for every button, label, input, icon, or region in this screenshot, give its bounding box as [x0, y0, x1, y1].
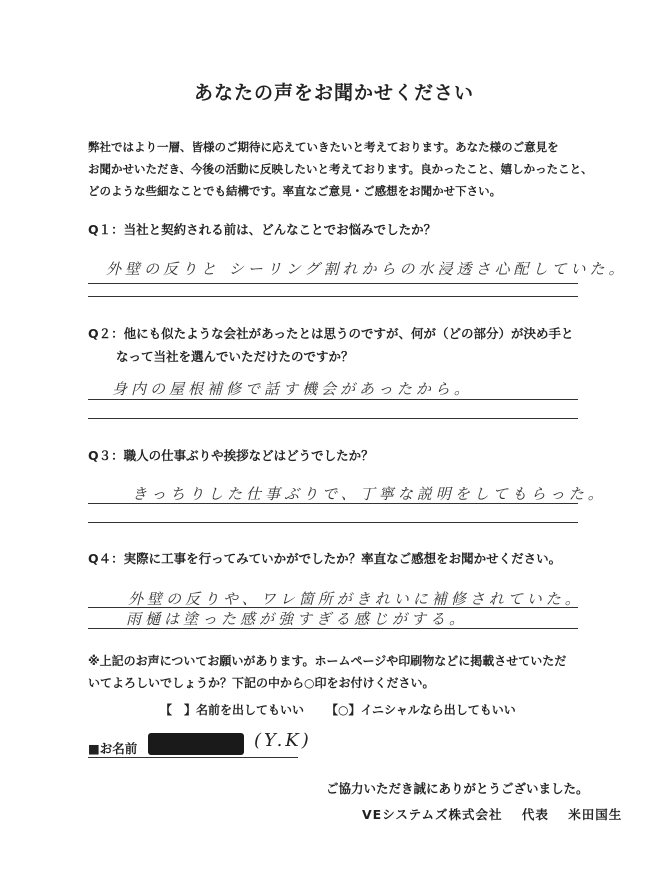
company-person: 米田国生: [568, 807, 623, 822]
thanks-text: ご協力いただき誠にありがとうございました。: [326, 781, 589, 796]
question-1: [88, 218, 436, 241]
answer-line: [88, 522, 578, 523]
consent-note: [88, 650, 566, 694]
name-label: ■お名前: [88, 741, 138, 756]
answer-line: [88, 283, 578, 284]
question-2: [88, 322, 574, 368]
question-text: Q３：職人の仕事ぶりや挨拶などはどうでしたか？: [88, 448, 374, 463]
option-full-name[interactable]: 【 】名前を出してもいい: [160, 703, 305, 717]
company-signature: [362, 805, 636, 823]
handwritten-answer: 雨樋は塗った感が強すぎる感じがする。: [126, 610, 469, 628]
question-text: Q２：他にも似たような会社があったとは思うのですが、何が（どの部分）が決め手と: [88, 326, 574, 341]
handwritten-answer: 外壁の反りや、ワレ箇所がきれいに補修されていた。: [128, 590, 584, 608]
question-text-continued: なって当社を選んでいただけたのですか？: [116, 349, 354, 364]
page-title: あなたの声をお聞かせください: [193, 82, 474, 104]
answer-line: [88, 418, 578, 419]
question-text: Q１：当社と契約される前は、どんなことでお悩みでしたか？: [88, 222, 437, 237]
intro-line: どのような些細なことでも結構です。率直なご意見・ご感想をお聞かせ下さい。: [88, 184, 502, 198]
handwritten-answer: きっちりした仕事ぶりで、丁寧な説明をしてもらった。: [132, 485, 607, 503]
answer-line: [88, 399, 578, 400]
note-line: ※上記のお声についてお願いがあります。ホームページや印刷物などに掲載させていただ: [88, 654, 567, 668]
intro-line: 弊社ではより一層、皆様のご期待に応えていきたいと考えております。あなた様のご意見を: [88, 140, 559, 154]
note-line: いてよろしいでしょうか？下記の中から○印をお付けください。: [88, 676, 435, 690]
question-3: [88, 444, 374, 467]
name-line: [88, 757, 298, 758]
option-initials[interactable]: 【○】イニシャルなら出してもいい: [326, 703, 516, 717]
question-text: Q４：実際に工事を行ってみていかがでしたか？率直なご感想をお聞かせください。: [88, 551, 562, 566]
company-role: 代表: [521, 807, 549, 822]
handwritten-answer: 外壁の反りと シーリング割れからの水浸透さ心配していた。: [106, 260, 628, 278]
company-name: VEシステムズ株式会社: [362, 807, 503, 822]
name-initials: (Y.K): [254, 730, 312, 751]
question-4: [88, 547, 561, 570]
intro-line: お聞かせいただき、今後の活動に反映したいと考えております。良かったこと、嬉しかったこと、: [88, 162, 593, 176]
answer-line: [88, 296, 578, 297]
intro-text: [88, 136, 608, 202]
redacted-name: [148, 733, 244, 755]
handwritten-answer: 身内の屋根補修で話す機会があったから。: [112, 380, 473, 398]
